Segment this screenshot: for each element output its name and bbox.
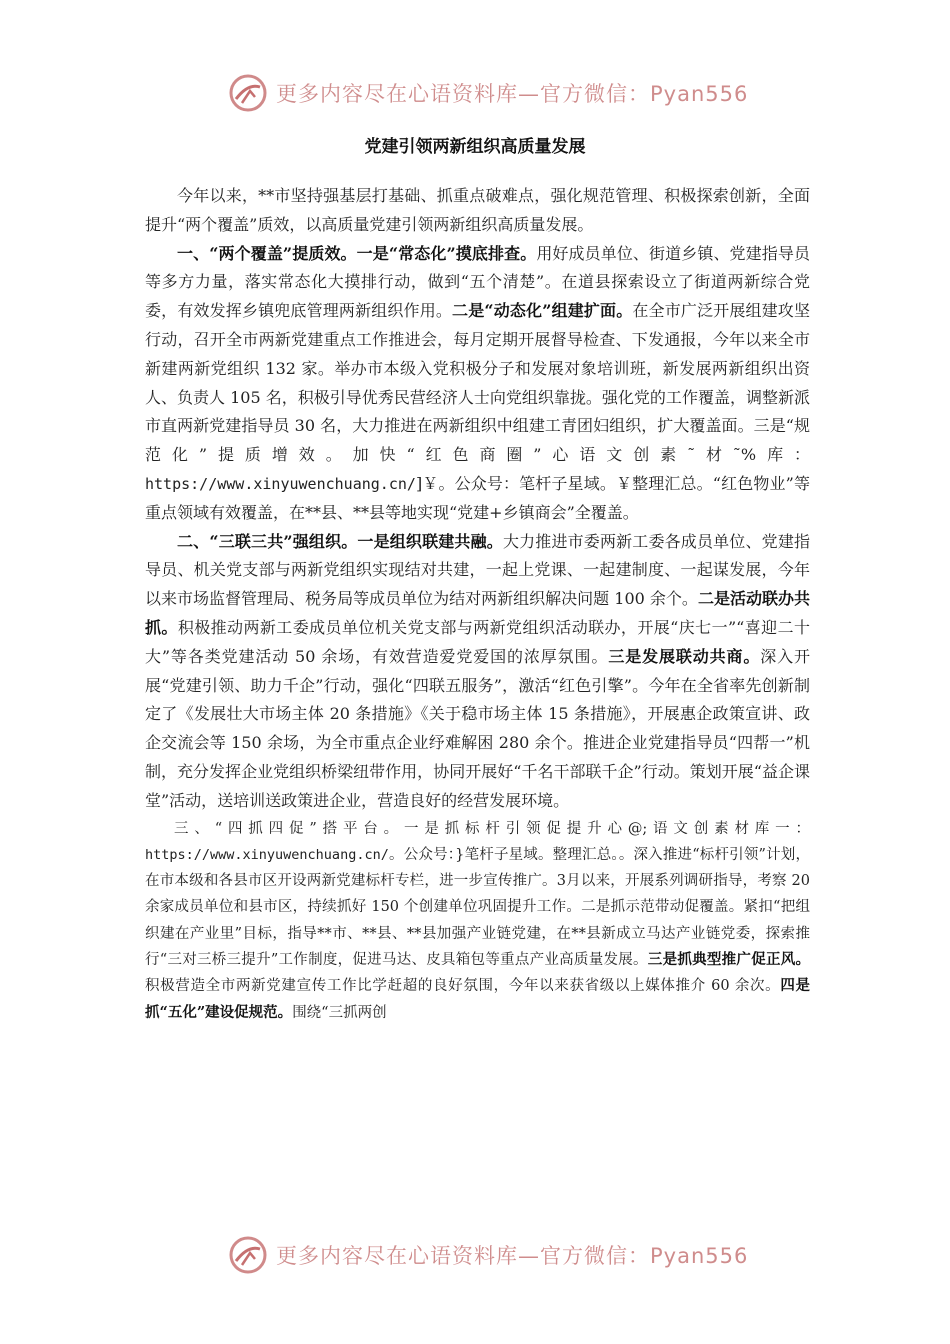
- link-text: https://www.xinyuwenchuang.cn/: [145, 846, 389, 863]
- brand-logo-icon: [228, 1235, 268, 1275]
- wechat-id: Pyan556: [650, 82, 749, 106]
- brand-logo-icon: [228, 73, 268, 113]
- banner-text: 更多内容尽在心语资料库—官方微信：Pyan556: [276, 1244, 749, 1268]
- banner-text: 更多内容尽在心语资料库—官方微信：Pyan556: [276, 82, 749, 106]
- wechat-id: Pyan556: [650, 1244, 749, 1268]
- link-text: https://www.xinyuwenchuang.cn/: [145, 474, 416, 493]
- document-body: [145, 182, 810, 1026]
- page-title: 党建引领两新组织高质量发展: [364, 137, 586, 157]
- paragraph: 二、“三联三共”强组织。一是组织联建共融。大力推进市委两新工委各成员单位、党建指导员、机关党支部与两新党组织实现结对共建，一起上党课、一起建制度、一起谋发展，今年以来市场监督管理局、税务局等成员单位为结对两新组织解决问题 100 余个。二是活动联办共抓。积极推动两新工委成员单位机关党支部与两新党组织活动联办，开展“庆七一”“喜迎二十大”等各类党建活动 50 余场，有效营造爱党爱国的浓厚氛围。三是发展联动共商。深入开展“党建引领、助力千企”行动，强化“四联五服务”，激活“红色引擎”。今年在全省率先创新制定了《发展壮大市场主体 20 条措施》《关于稳市场主体 15 条措施》，开展惠企政策宣讲、政企交流会等 150 余场，为全市重点企业纾难解困 280 余个。推进企业党建指导员“四帮一”机制，充分发挥企业党组织桥梁纽带作用，协同开展好“千名干部联千企”行动。策划开展“益企课堂”活动，送培训送政策进企业，营造良好的经营发展环境。: [145, 531, 810, 810]
- paragraph: 一、“两个覆盖”提质效。一是“常态化”摸底排查。用好成员单位、街道乡镇、党建指导员等多方力量，落实常态化大摸排行动，做到“五个清楚”。在道县探索设立了街道两新综合党委，有效发挥乡镇兜底管理两新组织作用。二是“动态化”组建扩面。在全市广泛开展组建攻坚行动，召开全市两新党建重点工作推进会，每月定期开展督导检查、下发通报，今年以来全市新建两新党组织 132 家。举办市本级入党积极分子和发展对象培训班，新发展两新组织出资人、负责人 105 名，积极引导优秀民营经济人士向党组织靠拢。强化党的工作覆盖，调整新派市直两新党建指导员 30 名，大力推进在两新组织中组建工青团妇组织，扩大覆盖面。三是“规范化”提质增效。加快“红色商圈”心语文创素˜材˜%库：https://www.xinyuwenchuang.cn/]￥。公众号：笔杆子星域。￥整理汇总。“红色物业”等重点领域有效覆盖，在**县、**县等地实现“党建+乡镇商会”全覆盖。: [145, 243, 810, 522]
- paragraph: 三、“四抓四促”搭平台。一是抓标杆引领促提升心@;语文创素材库一：https://www.xinyuwenchuang.cn/。公众号：}笔杆子星域。整理汇总。。深入推进“标杆引领”计划，在市本级和各县市区开设两新党建标杆专栏，进一步宣传推广。3月以来，开展系列调研指导，考察 20 余家成员单位和县市区，持续抓好 150 个创建单位巩固提升工作。二是抓示范带动促覆盖。紧扣“把组织建在产业里”目标，指导**市、**县、**县加强产业链党建，在**县新成立马达产业链党委，探索推行“三对三桥三提升”工作制度，促进马达、皮具箱包等重点产业高质量发展。三是抓典型推广促正风。积极营造全市两新党建宣传工作比学赶超的良好氛围，今年以来获省级以上媒体推介 60 余次。四是抓“五化”建设促规范。围绕“三抓两创: [145, 820, 811, 1021]
- paragraph: 今年以来，**市坚持强基层打基础、抓重点破难点，强化规范管理、积极探索创新，全面提升“两个覆盖”质效，以高质量党建引领两新组织高质量发展。: [145, 186, 810, 234]
- footer-banner: [228, 1232, 748, 1278]
- header-banner: [228, 70, 748, 116]
